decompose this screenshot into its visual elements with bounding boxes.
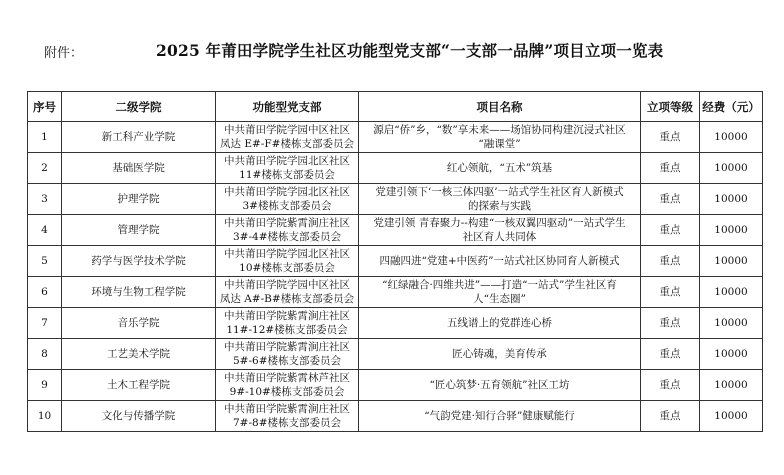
table-row xyxy=(28,153,763,184)
cell-project-line: 党建引领下‘一核三体四驱’一站式学生社区育人新模式 xyxy=(375,186,624,198)
table-row xyxy=(28,277,763,308)
cell-project-line: “融课堂” xyxy=(478,138,521,150)
cell-level: 重点 xyxy=(641,277,700,308)
cell-project-line: 社区育人共同体 xyxy=(462,231,537,243)
table-row xyxy=(28,370,763,401)
cell-branch-line: 3#-4#楼栋支部委员会 xyxy=(232,231,341,243)
cell-branch-line: 中共莆田学院学园中区社区 xyxy=(224,279,350,291)
cell-level: 重点 xyxy=(641,153,700,184)
cell-no: 3 xyxy=(28,184,62,215)
cell-project-line: 的探索与实践 xyxy=(468,200,531,212)
table-row xyxy=(28,401,763,432)
cell-branch-line: 凤达 A#-B#楼栋支部委员会 xyxy=(219,293,355,305)
cell-project-line: “匠心筑梦·五育领航”社区工坊 xyxy=(429,379,570,391)
cell-branch xyxy=(216,277,359,308)
table-header-row xyxy=(28,92,763,122)
cell-level: 重点 xyxy=(641,184,700,215)
cell-branch-line: 10#楼栋支部委员会 xyxy=(239,262,335,274)
cell-no: 6 xyxy=(28,277,62,308)
cell-no: 4 xyxy=(28,215,62,246)
cell-project xyxy=(359,153,641,184)
cell-level: 重点 xyxy=(641,308,700,339)
cell-level: 重点 xyxy=(641,246,700,277)
cell-project xyxy=(359,277,641,308)
table-row xyxy=(28,122,763,153)
cell-branch-line: 中共莆田学院紫霄林芦社区 xyxy=(224,372,350,384)
cell-branch-line: 中共莆田学院学园北区社区 xyxy=(224,248,350,260)
cell-dept: 文化与传播学院 xyxy=(62,401,216,432)
cell-branch-line: 中共莆田学院学园北区社区 xyxy=(224,186,350,198)
col-header-project: 项目名称 xyxy=(359,92,641,122)
cell-no: 9 xyxy=(28,370,62,401)
cell-project xyxy=(359,339,641,370)
project-table xyxy=(27,91,763,432)
cell-branch xyxy=(216,184,359,215)
table-row xyxy=(28,215,763,246)
cell-project-line: 源启“侨”乡，“数”享未来——场馆协同构建沉浸式社区 xyxy=(373,124,626,136)
table-row xyxy=(28,246,763,277)
cell-dept: 药学与医学技术学院 xyxy=(62,246,216,277)
cell-branch-line: 11#-12#楼栋支部委员会 xyxy=(226,324,348,336)
cell-branch xyxy=(216,370,359,401)
table-row xyxy=(28,308,763,339)
cell-no: 8 xyxy=(28,339,62,370)
cell-dept: 音乐学院 xyxy=(62,308,216,339)
cell-branch-line: 7#-8#楼栋支部委员会 xyxy=(232,417,341,429)
cell-dept: 环境与生物工程学院 xyxy=(62,277,216,308)
cell-dept: 新工科产业学院 xyxy=(62,122,216,153)
cell-branch xyxy=(216,122,359,153)
col-header-level: 立项等级 xyxy=(641,92,700,122)
col-header-dept: 二级学院 xyxy=(62,92,216,122)
cell-project-line: 四融四进“党建+中医药”一站式社区协同育人新模式 xyxy=(379,255,620,267)
cell-branch xyxy=(216,215,359,246)
cell-level: 重点 xyxy=(641,122,700,153)
cell-dept: 基础医学院 xyxy=(62,153,216,184)
cell-branch-line: 中共莆田学院紫霄涧庄社区 xyxy=(224,310,350,322)
cell-level: 重点 xyxy=(641,370,700,401)
cell-branch-line: 11#楼栋支部委员会 xyxy=(239,169,335,181)
col-header-branch: 功能型党支部 xyxy=(216,92,359,122)
cell-fund: 10000 xyxy=(700,277,763,308)
cell-fund: 10000 xyxy=(700,246,763,277)
cell-project-line: 党建引领 青春聚力--构建“一核双翼四驱动”一站式学生 xyxy=(373,217,626,229)
cell-project xyxy=(359,246,641,277)
cell-project-line: 匠心铸魂，美育传承 xyxy=(452,348,547,360)
cell-project-line: “红绿融合·四维共进”——打造“一站式”学生社区育 xyxy=(382,279,617,291)
cell-no: 5 xyxy=(28,246,62,277)
cell-branch-line: 3#楼栋支部委员会 xyxy=(242,200,332,212)
cell-project-line: “气韵党建·知行合驿”健康赋能行 xyxy=(424,410,575,422)
cell-branch-line: 5#-6#楼栋支部委员会 xyxy=(232,355,341,367)
cell-project-line: 人“生态圈” xyxy=(473,293,526,305)
cell-level: 重点 xyxy=(641,401,700,432)
cell-fund: 10000 xyxy=(700,122,763,153)
cell-no: 1 xyxy=(28,122,62,153)
cell-branch xyxy=(216,401,359,432)
cell-branch-line: 凤达 E#-F#楼栋支部委员会 xyxy=(220,138,354,150)
cell-dept: 工艺美术学院 xyxy=(62,339,216,370)
cell-branch-line: 中共莆田学院紫霄涧庄社区 xyxy=(224,341,350,353)
cell-branch xyxy=(216,153,359,184)
cell-fund: 10000 xyxy=(700,339,763,370)
cell-no: 10 xyxy=(28,401,62,432)
cell-branch xyxy=(216,339,359,370)
col-header-fund: 经费（元） xyxy=(700,92,763,122)
cell-fund: 10000 xyxy=(700,153,763,184)
table-row xyxy=(28,184,763,215)
cell-dept: 土木工程学院 xyxy=(62,370,216,401)
cell-branch-line: 中共莆田学院学园北区社区 xyxy=(224,155,350,167)
col-header-no: 序号 xyxy=(28,92,62,122)
cell-branch-line: 中共莆田学院学园中区社区 xyxy=(224,124,350,136)
cell-branch-line: 中共莆田学院紫霄涧庄社区 xyxy=(224,217,350,229)
cell-no: 7 xyxy=(28,308,62,339)
cell-project xyxy=(359,215,641,246)
cell-project xyxy=(359,308,641,339)
cell-project xyxy=(359,370,641,401)
cell-dept: 管理学院 xyxy=(62,215,216,246)
cell-project xyxy=(359,184,641,215)
cell-project-line: 红心领航，“五术”筑基 xyxy=(446,162,553,174)
cell-project xyxy=(359,401,641,432)
cell-fund: 10000 xyxy=(700,401,763,432)
page-title: 2025 年莆田学院学生社区功能型党支部“一支部一品牌”项目立项一览表 xyxy=(156,41,664,60)
cell-fund: 10000 xyxy=(700,215,763,246)
cell-fund: 10000 xyxy=(700,308,763,339)
cell-branch xyxy=(216,246,359,277)
cell-project-line: 五线谱上的党群连心桥 xyxy=(447,317,552,329)
cell-fund: 10000 xyxy=(700,184,763,215)
attachment-label: 附件： xyxy=(44,46,84,61)
table-row xyxy=(28,339,763,370)
cell-level: 重点 xyxy=(641,215,700,246)
cell-branch-line: 中共莆田学院紫霄涧庄社区 xyxy=(224,403,350,415)
cell-dept: 护理学院 xyxy=(62,184,216,215)
cell-fund: 10000 xyxy=(700,370,763,401)
cell-no: 2 xyxy=(28,153,62,184)
cell-branch xyxy=(216,308,359,339)
cell-level: 重点 xyxy=(641,339,700,370)
cell-project xyxy=(359,122,641,153)
cell-branch-line: 9#-10#楼栋支部委员会 xyxy=(229,386,345,398)
